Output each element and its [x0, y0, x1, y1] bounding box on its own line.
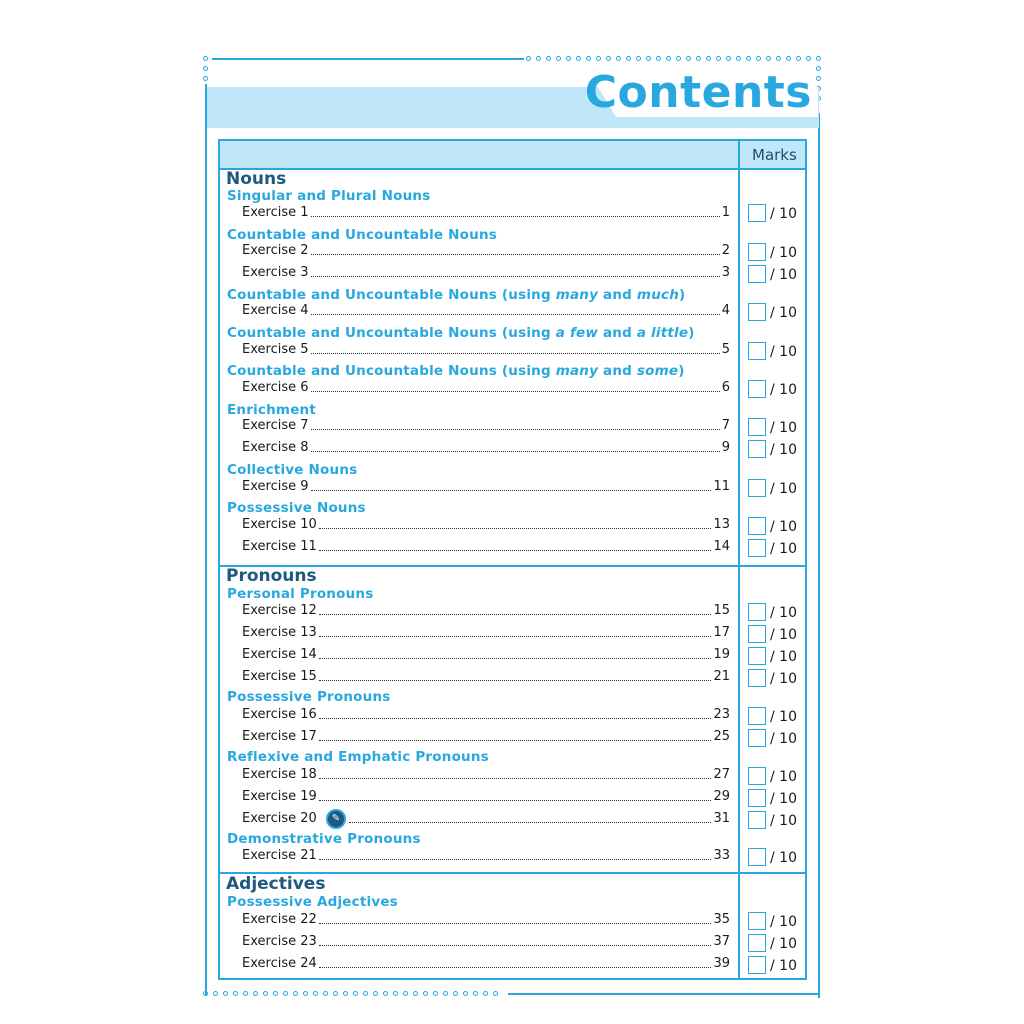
mark-cell[interactable]: / 10	[748, 440, 797, 458]
subheading: Countable and Uncountable Nouns (using many and much)	[227, 287, 686, 303]
exercise-row[interactable]: Exercise 17 25	[242, 729, 730, 744]
mark-checkbox[interactable]	[748, 380, 766, 398]
exercise-row[interactable]: Exercise 21 33	[242, 848, 730, 863]
exercise-row[interactable]: Exercise 9 11	[242, 479, 730, 494]
mark-cell[interactable]: / 10	[748, 204, 797, 222]
exercise-row[interactable]: Exercise 4 4	[242, 303, 730, 318]
exercise-row[interactable]: Exercise 12 15	[242, 603, 730, 618]
mark-cell[interactable]: / 10	[748, 934, 797, 952]
mark-cell[interactable]: / 10	[748, 767, 797, 785]
table-header	[220, 141, 805, 170]
mark-checkbox[interactable]	[748, 707, 766, 725]
mark-cell[interactable]: / 10	[748, 811, 797, 829]
mark-checkbox[interactable]	[748, 204, 766, 222]
section-title-pronouns: Pronouns	[226, 566, 317, 586]
subheading: Reflexive and Emphatic Pronouns	[227, 749, 489, 765]
marks-header: Marks	[752, 146, 797, 164]
mark-cell[interactable]: / 10	[748, 669, 797, 687]
mark-checkbox[interactable]	[748, 729, 766, 747]
subheading: Singular and Plural Nouns	[227, 188, 431, 204]
mark-checkbox[interactable]	[748, 912, 766, 930]
mark-cell[interactable]: / 10	[748, 707, 797, 725]
subheading: Possessive Nouns	[227, 500, 366, 516]
mark-cell[interactable]: / 10	[748, 625, 797, 643]
exercise-row[interactable]: Exercise 20 31	[242, 811, 730, 826]
section-title-nouns: Nouns	[226, 169, 287, 189]
subheading: Collective Nouns	[227, 462, 358, 478]
exercise-row[interactable]: Exercise 16 23	[242, 707, 730, 722]
exercise-row[interactable]: Exercise 3 3	[242, 265, 730, 280]
mark-cell[interactable]: / 10	[748, 729, 797, 747]
section-title-adjectives: Adjectives	[226, 874, 326, 894]
mark-checkbox[interactable]	[748, 789, 766, 807]
mark-checkbox[interactable]	[748, 265, 766, 283]
mark-cell[interactable]: / 10	[748, 539, 797, 557]
mark-checkbox[interactable]	[748, 625, 766, 643]
exercise-row[interactable]: Exercise 1 1	[242, 205, 730, 220]
mark-cell[interactable]: / 10	[748, 243, 797, 261]
mark-cell[interactable]: / 10	[748, 479, 797, 497]
mark-checkbox[interactable]	[748, 848, 766, 866]
mark-checkbox[interactable]	[748, 440, 766, 458]
exercise-row[interactable]: Exercise 8 9	[242, 440, 730, 455]
mark-cell[interactable]: / 10	[748, 603, 797, 621]
mark-cell[interactable]: / 10	[748, 418, 797, 436]
mark-checkbox[interactable]	[748, 418, 766, 436]
exercise-row[interactable]: Exercise 22 35	[242, 912, 730, 927]
mark-checkbox[interactable]	[748, 517, 766, 535]
mark-checkbox[interactable]	[748, 767, 766, 785]
exercise-row[interactable]: Exercise 14 19	[242, 647, 730, 662]
subheading: Possessive Pronouns	[227, 689, 391, 705]
exercise-row[interactable]: Exercise 15 21	[242, 669, 730, 684]
mark-checkbox[interactable]	[748, 539, 766, 557]
mark-checkbox[interactable]	[748, 811, 766, 829]
mark-checkbox[interactable]	[748, 934, 766, 952]
exercise-row[interactable]: Exercise 13 17	[242, 625, 730, 640]
exercise-row[interactable]: Exercise 19 29	[242, 789, 730, 804]
mark-checkbox[interactable]	[748, 603, 766, 621]
exercise-row[interactable]: Exercise 7 7	[242, 418, 730, 433]
mark-checkbox[interactable]	[748, 342, 766, 360]
mark-checkbox[interactable]	[748, 243, 766, 261]
exercise-row[interactable]: Exercise 11 14	[242, 539, 730, 554]
mark-cell[interactable]: / 10	[748, 342, 797, 360]
mark-cell[interactable]: / 10	[748, 517, 797, 535]
subheading: Countable and Uncountable Nouns (using many and some)	[227, 363, 685, 379]
exercise-row[interactable]: Exercise 24 39	[242, 956, 730, 971]
exercise-row[interactable]: Exercise 2 2	[242, 243, 730, 258]
exercise-row[interactable]: Exercise 10 13	[242, 517, 730, 532]
subheading: Countable and Uncountable Nouns	[227, 227, 498, 243]
subheading: Countable and Uncountable Nouns (using a few and a little)	[227, 325, 695, 341]
mark-checkbox[interactable]	[748, 669, 766, 687]
mark-checkbox[interactable]	[748, 479, 766, 497]
exercise-row[interactable]: Exercise 5 5	[242, 342, 730, 357]
mark-cell[interactable]: / 10	[748, 647, 797, 665]
mark-cell[interactable]: / 10	[748, 789, 797, 807]
mark-cell[interactable]: / 10	[748, 380, 797, 398]
mark-cell[interactable]: / 10	[748, 303, 797, 321]
exercise-row[interactable]: Exercise 23 37	[242, 934, 730, 949]
mark-cell[interactable]: / 10	[748, 956, 797, 974]
subheading: Possessive Adjectives	[227, 894, 398, 910]
mark-cell[interactable]: / 10	[748, 848, 797, 866]
mark-cell[interactable]: / 10	[748, 912, 797, 930]
exercise-row[interactable]: Exercise 18 27	[242, 767, 730, 782]
page-title: Contents	[584, 67, 812, 118]
mark-cell[interactable]: / 10	[748, 265, 797, 283]
subheading: Enrichment	[227, 402, 317, 418]
mark-checkbox[interactable]	[748, 647, 766, 665]
exercise-row[interactable]: Exercise 6 6	[242, 380, 730, 395]
subheading: Personal Pronouns	[227, 586, 374, 602]
mark-checkbox[interactable]	[748, 956, 766, 974]
mark-checkbox[interactable]	[748, 303, 766, 321]
badge-icon: ✎	[326, 809, 346, 829]
column-divider	[738, 141, 740, 978]
subheading: Demonstrative Pronouns	[227, 831, 421, 847]
